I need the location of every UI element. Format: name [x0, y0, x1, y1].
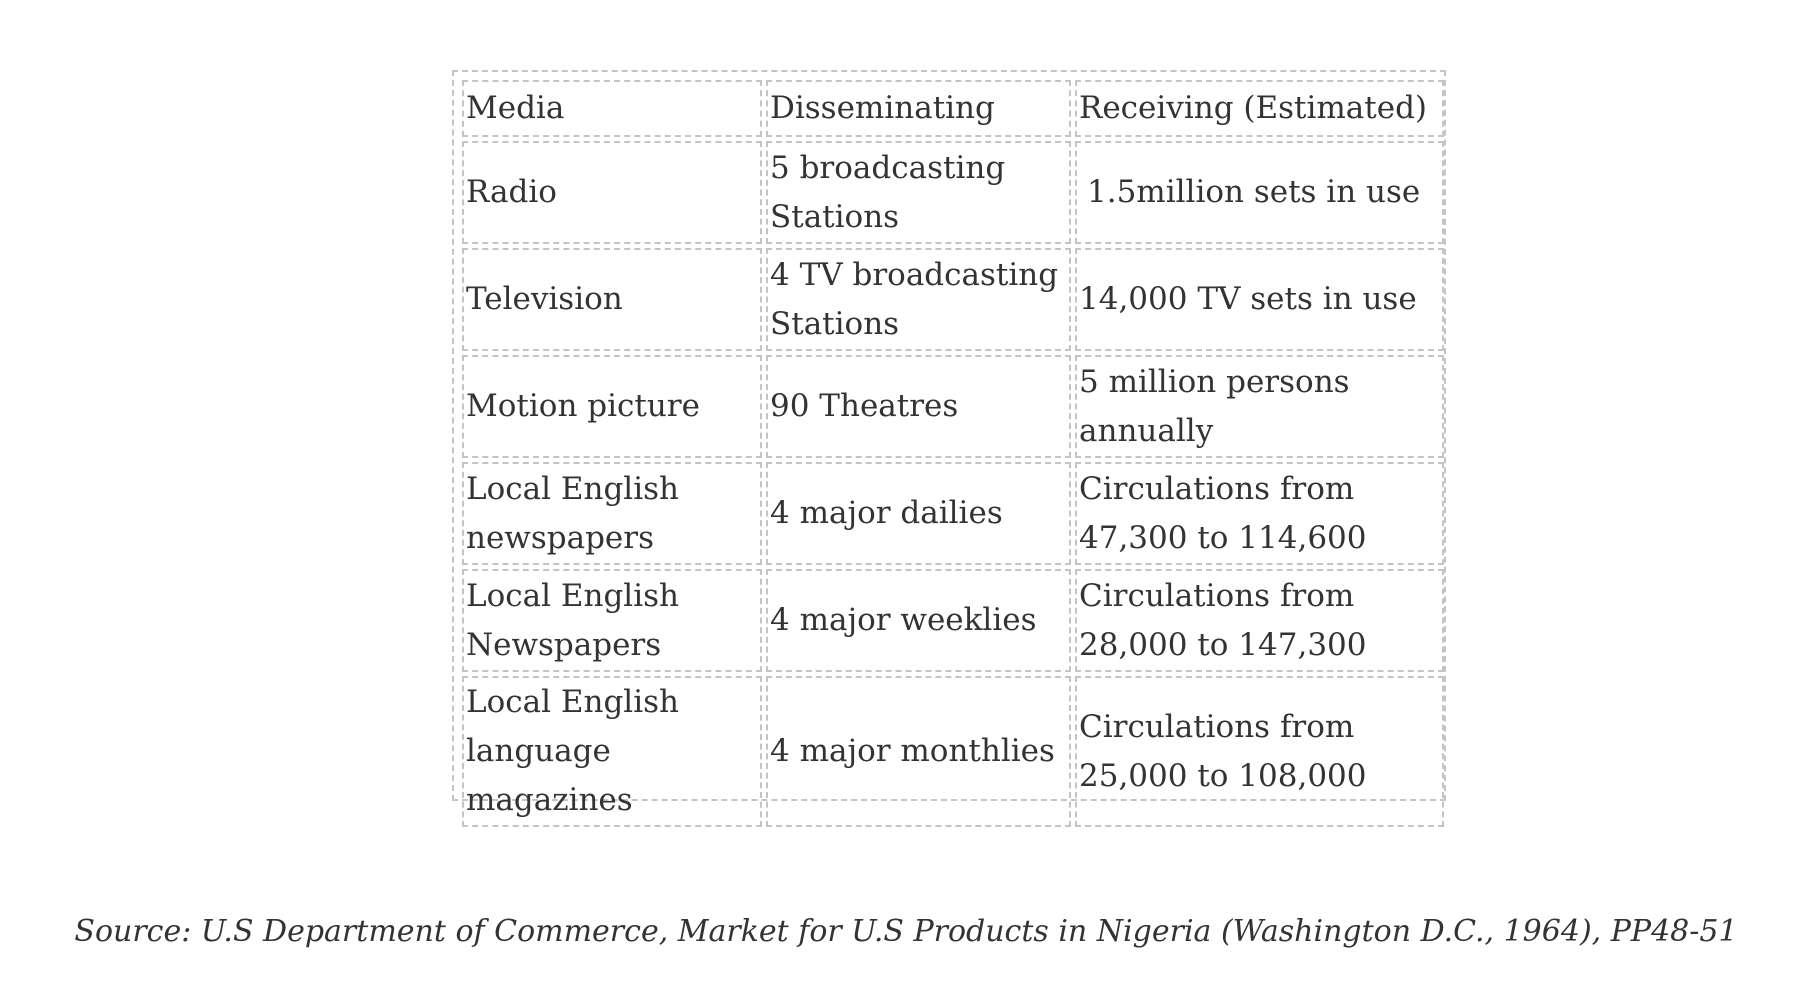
cell-disseminating: 4 major weeklies	[766, 569, 1071, 672]
cell-disseminating: 4 major monthlies	[766, 676, 1071, 827]
cell-receiving: 5 million persons annually	[1075, 355, 1444, 458]
cell-receiving: Circulations from 28,000 to 147,300	[1075, 569, 1444, 672]
cell-receiving: Circulations from 47,300 to 114,600	[1075, 462, 1444, 565]
source-citation: Source: U.S Department of Commerce, Market for U.S Products in Nigeria (Washington D.C., 1964), PP48-51	[74, 914, 1738, 949]
table-row	[462, 141, 1444, 244]
table-row	[462, 355, 1444, 458]
header-cell-receiving: Receiving (Estimated)	[1075, 80, 1444, 137]
cell-media: Local English newspapers	[462, 462, 762, 565]
cell-receiving: 1.5million sets in use	[1075, 141, 1444, 244]
cell-media: Radio	[462, 141, 762, 244]
cell-receiving: 14,000 TV sets in use	[1075, 248, 1444, 351]
cell-media: Television	[462, 248, 762, 351]
table-row	[462, 676, 1444, 827]
cell-media: Motion picture	[462, 355, 762, 458]
table-row	[462, 462, 1444, 565]
header-cell-media: Media	[462, 80, 762, 137]
media-table	[458, 76, 1448, 831]
cell-disseminating: 90 Theatres	[766, 355, 1071, 458]
cell-disseminating: 5 broadcasting Stations	[766, 141, 1071, 244]
table-header-row	[462, 80, 1444, 137]
cell-disseminating: 4 major dailies	[766, 462, 1071, 565]
header-cell-disseminating: Disseminating	[766, 80, 1071, 137]
cell-receiving: Circulations from 25,000 to 108,000	[1075, 676, 1444, 827]
cell-media: Local English Newspapers	[462, 569, 762, 672]
media-table-container	[452, 70, 1446, 818]
table-row	[462, 248, 1444, 351]
cell-media: Local English language magazines	[462, 676, 762, 827]
cell-disseminating: 4 TV broadcasting Stations	[766, 248, 1071, 351]
table-row	[462, 569, 1444, 672]
